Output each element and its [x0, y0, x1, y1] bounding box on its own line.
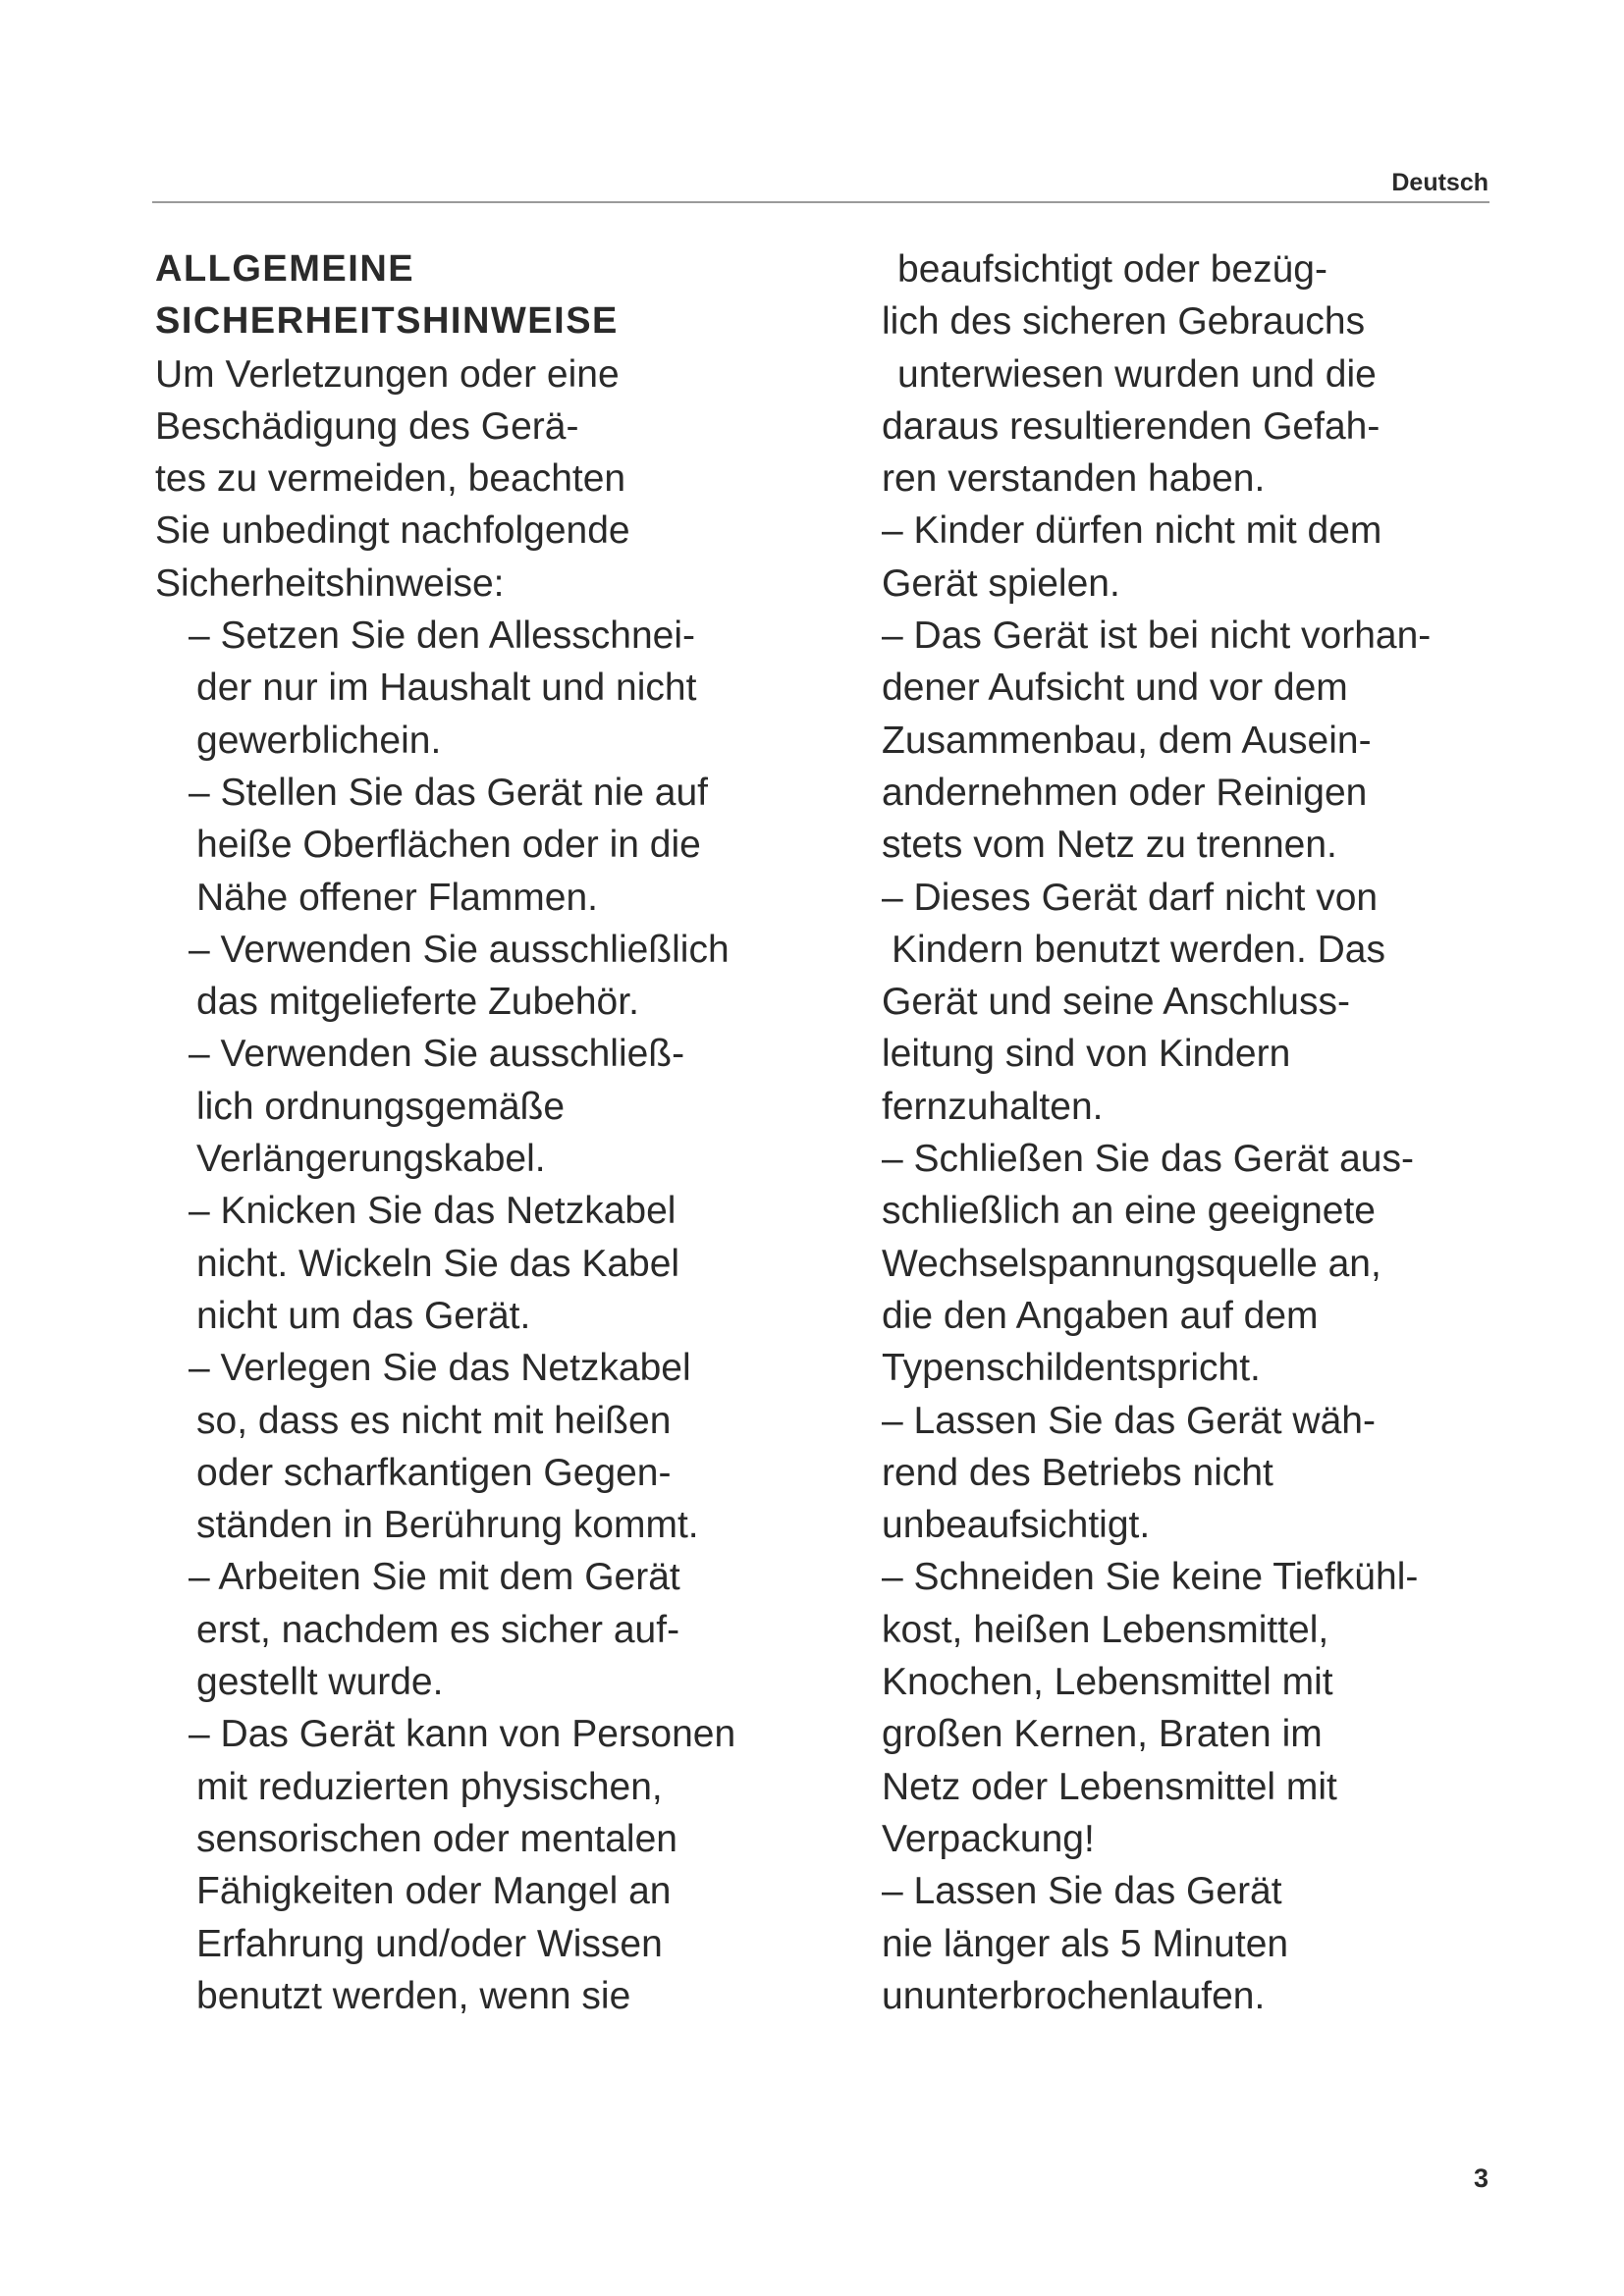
list-item-line: – Schneiden Sie keine Tiefkühl- [882, 1556, 1419, 1599]
page-number: 3 [1473, 2163, 1489, 2193]
list-item-line: – Stellen Sie das Gerät nie auf [189, 771, 708, 814]
section-heading: SICHERHEITSHINWEISE [155, 300, 619, 343]
left-column [155, 243, 842, 2022]
list-item-line: nicht um das Gerät. [196, 1294, 531, 1337]
list-item-line: Fähigkeiten oder Mangel an [196, 1870, 672, 1913]
list-item-line: Kindern benutzt werden. Das [892, 928, 1385, 971]
section-heading: ALLGEMEINE [155, 248, 415, 290]
list-item-line: nicht. Wickeln Sie das Kabel [196, 1242, 680, 1285]
intro-line: Um Verletzungen oder eine [155, 352, 620, 396]
list-item-line: Verpackung! [882, 1817, 1095, 1860]
list-item-line: – Lassen Sie das Gerät wäh- [882, 1399, 1376, 1442]
header-divider [152, 201, 1489, 203]
list-item-line: Verlängerungskabel. [196, 1138, 546, 1181]
list-item-line: – Setzen Sie den Allesschnei- [189, 614, 695, 658]
list-item-line: unbeaufsichtigt. [882, 1504, 1151, 1547]
intro-line: Beschädigung des Gerä- [155, 404, 579, 448]
list-item-line: der nur im Haushalt und nicht [196, 667, 697, 710]
list-item-line: ständen in Berührung kommt. [196, 1504, 699, 1547]
list-item-line: lich ordnungsgemäße [196, 1085, 566, 1128]
list-item-line: leitung sind von Kindern [882, 1033, 1291, 1076]
list-item-line: so, dass es nicht mit heißen [196, 1399, 672, 1442]
list-item-line: erst, nachdem es sicher auf- [196, 1608, 680, 1651]
list-item-line: benutzt werden, wenn sie [196, 1974, 631, 2017]
list-item-line: Knochen, Lebensmittel mit [882, 1661, 1333, 1704]
list-item-line: – Verwenden Sie ausschließlich [189, 928, 730, 971]
list-item-line: das mitgelieferte Zubehör. [196, 981, 639, 1024]
list-item-line: – Das Gerät kann von Personen [189, 1713, 736, 1756]
list-item-line: – Verlegen Sie das Netzkabel [189, 1347, 691, 1390]
list-item-line: ren verstanden haben. [882, 457, 1266, 501]
list-item-line: stets vom Netz zu trennen. [882, 824, 1337, 867]
list-item-line: gewerblichein. [196, 719, 442, 762]
list-item-line: Zusammenbau, dem Ausein- [882, 719, 1372, 762]
list-item-line: großen Kernen, Braten im [882, 1713, 1323, 1756]
list-item-line: Gerät spielen. [882, 561, 1120, 605]
list-item-line: rend des Betriebs nicht [882, 1451, 1273, 1494]
list-item-line: Gerät und seine Anschluss- [882, 981, 1350, 1024]
list-item-line: schließlich an eine geeignete [882, 1190, 1377, 1233]
list-item-line: daraus resultierenden Gefah- [882, 404, 1380, 448]
right-column [882, 243, 1510, 2022]
list-item-line: Erfahrung und/oder Wissen [196, 1922, 663, 1965]
intro-line: Sie unbedingt nachfolgende [155, 509, 630, 553]
list-item-line: sensorischen oder mentalen [196, 1817, 677, 1860]
list-item-line: ununterbrochenlaufen. [882, 1974, 1266, 2017]
list-item-line: Nähe offener Flammen. [196, 876, 598, 919]
intro-line: tes zu vermeiden, beachten [155, 457, 626, 501]
list-item-line: Netz oder Lebensmittel mit [882, 1765, 1337, 1808]
list-item-line: – Kinder dürfen nicht mit dem [882, 509, 1382, 553]
list-item-line: Wechselspannungsquelle an, [882, 1242, 1381, 1285]
list-item-line: dener Aufsicht und vor dem [882, 667, 1348, 710]
list-item-line: beaufsichtigt oder bezüg- [897, 248, 1327, 291]
list-item-line: gestellt wurde. [196, 1661, 444, 1704]
list-item-line: unterwiesen wurden und die [897, 352, 1377, 396]
list-item-line: mit reduzierten physischen, [196, 1765, 663, 1808]
list-item-line: die den Angaben auf dem [882, 1294, 1319, 1337]
list-item-line: – Knicken Sie das Netzkabel [189, 1190, 677, 1233]
list-item-line: Typenschildentspricht. [882, 1347, 1261, 1390]
list-item-line: – Dieses Gerät darf nicht von [882, 876, 1379, 919]
list-item-line: heiße Oberflächen oder in die [196, 824, 701, 867]
list-item-line: – Lassen Sie das Gerät [882, 1870, 1282, 1913]
list-item-line: andernehmen oder Reinigen [882, 771, 1368, 814]
list-item-line: – Arbeiten Sie mit dem Gerät [189, 1556, 680, 1599]
list-item-line: – Schließen Sie das Gerät aus- [882, 1138, 1414, 1181]
list-item-line: oder scharfkantigen Gegen- [196, 1451, 672, 1494]
language-label: Deutsch [1391, 169, 1489, 196]
list-item-line: – Das Gerät ist bei nicht vorhan- [882, 614, 1432, 658]
list-item-line: – Verwenden Sie ausschließ- [189, 1033, 685, 1076]
intro-line: Sicherheitshinweise: [155, 561, 505, 605]
list-item-line: lich des sicheren Gebrauchs [882, 300, 1366, 344]
list-item-line: kost, heißen Lebensmittel, [882, 1608, 1329, 1651]
list-item-line: nie länger als 5 Minuten [882, 1922, 1289, 1965]
list-item-line: fernzuhalten. [882, 1085, 1104, 1128]
